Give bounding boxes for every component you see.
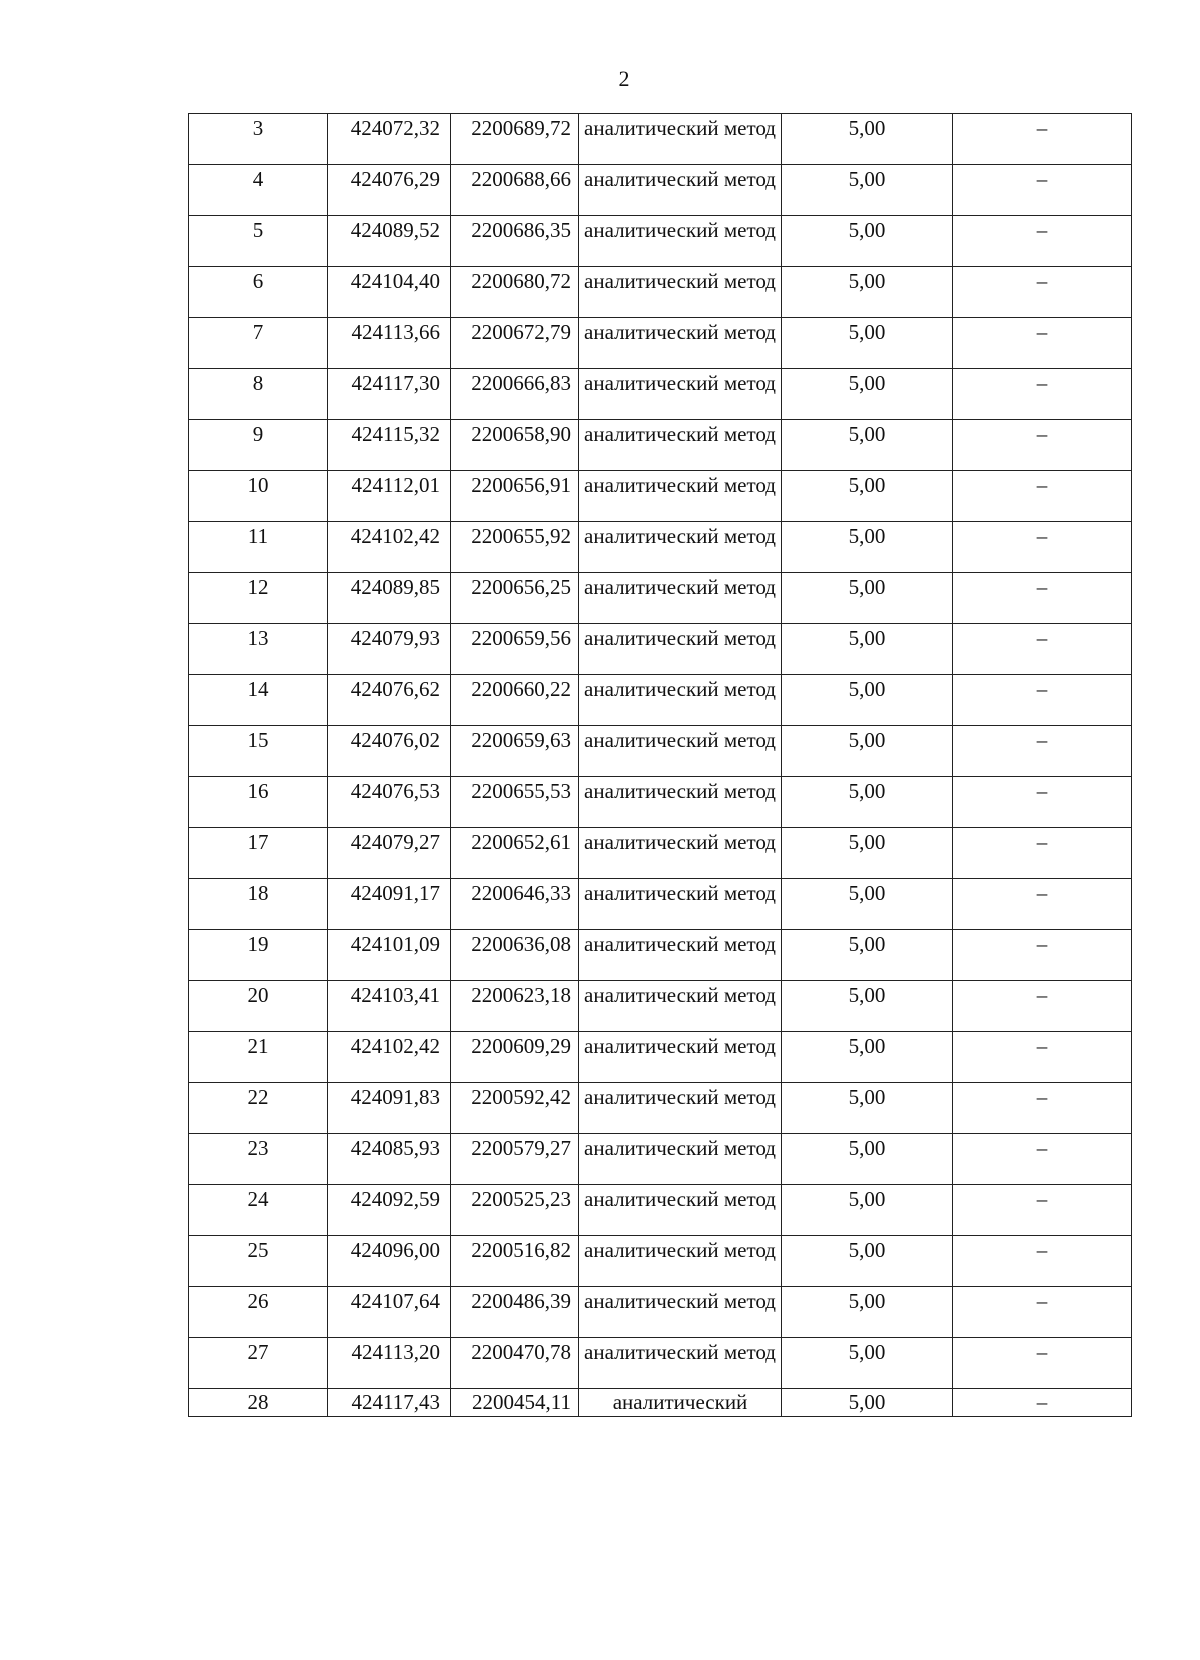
y-coordinate-cell: 2200516,82 (451, 1236, 579, 1287)
x-coordinate-cell: 424079,27 (328, 828, 451, 879)
accuracy-cell: 5,00 (782, 879, 953, 930)
x-coordinate-cell: 424091,83 (328, 1083, 451, 1134)
table-row (189, 828, 1132, 879)
accuracy-cell: 5,00 (782, 165, 953, 216)
method-cell: аналитический метод (579, 1185, 782, 1236)
table-row (189, 267, 1132, 318)
method-cell: аналитический (579, 1389, 782, 1417)
y-coordinate-cell: 2200609,29 (451, 1032, 579, 1083)
accuracy-cell: 5,00 (782, 471, 953, 522)
description-cell: – (953, 1389, 1132, 1417)
point-number-cell: 26 (189, 1287, 328, 1338)
description-cell: – (953, 1083, 1132, 1134)
accuracy-cell: 5,00 (782, 114, 953, 165)
y-coordinate-cell: 2200454,11 (451, 1389, 579, 1417)
x-coordinate-cell: 424117,30 (328, 369, 451, 420)
x-coordinate-cell: 424085,93 (328, 1134, 451, 1185)
method-cell: аналитический метод (579, 726, 782, 777)
y-coordinate-cell: 2200658,90 (451, 420, 579, 471)
description-cell: – (953, 114, 1132, 165)
method-cell: аналитический метод (579, 114, 782, 165)
y-coordinate-cell: 2200470,78 (451, 1338, 579, 1389)
description-cell: – (953, 828, 1132, 879)
point-number-cell: 6 (189, 267, 328, 318)
description-cell: – (953, 1185, 1132, 1236)
x-coordinate-cell: 424076,62 (328, 675, 451, 726)
x-coordinate-cell: 424092,59 (328, 1185, 451, 1236)
y-coordinate-cell: 2200486,39 (451, 1287, 579, 1338)
point-number-cell: 15 (189, 726, 328, 777)
y-coordinate-cell: 2200689,72 (451, 114, 579, 165)
table-row (189, 573, 1132, 624)
table-row (189, 1287, 1132, 1338)
table-row (189, 420, 1132, 471)
accuracy-cell: 5,00 (782, 420, 953, 471)
table-row (189, 1236, 1132, 1287)
point-number-cell: 25 (189, 1236, 328, 1287)
description-cell: – (953, 1236, 1132, 1287)
method-cell: аналитический метод (579, 1134, 782, 1185)
method-cell: аналитический метод (579, 471, 782, 522)
table-row (189, 930, 1132, 981)
description-cell: – (953, 369, 1132, 420)
table-row (189, 471, 1132, 522)
x-coordinate-cell: 424113,20 (328, 1338, 451, 1389)
x-coordinate-cell: 424102,42 (328, 522, 451, 573)
x-coordinate-cell: 424089,85 (328, 573, 451, 624)
table-row (189, 522, 1132, 573)
accuracy-cell: 5,00 (782, 1134, 953, 1185)
method-cell: аналитический метод (579, 879, 782, 930)
y-coordinate-cell: 2200659,56 (451, 624, 579, 675)
y-coordinate-cell: 2200666,83 (451, 369, 579, 420)
accuracy-cell: 5,00 (782, 1338, 953, 1389)
y-coordinate-cell: 2200623,18 (451, 981, 579, 1032)
point-number-cell: 20 (189, 981, 328, 1032)
y-coordinate-cell: 2200656,25 (451, 573, 579, 624)
x-coordinate-cell: 424091,17 (328, 879, 451, 930)
accuracy-cell: 5,00 (782, 216, 953, 267)
accuracy-cell: 5,00 (782, 1389, 953, 1417)
x-coordinate-cell: 424089,52 (328, 216, 451, 267)
method-cell: аналитический метод (579, 981, 782, 1032)
accuracy-cell: 5,00 (782, 1032, 953, 1083)
method-cell: аналитический метод (579, 522, 782, 573)
point-number-cell: 5 (189, 216, 328, 267)
table-row (189, 165, 1132, 216)
table-row (189, 1389, 1132, 1417)
accuracy-cell: 5,00 (782, 267, 953, 318)
y-coordinate-cell: 2200659,63 (451, 726, 579, 777)
accuracy-cell: 5,00 (782, 726, 953, 777)
accuracy-cell: 5,00 (782, 1185, 953, 1236)
description-cell: – (953, 471, 1132, 522)
y-coordinate-cell: 2200646,33 (451, 879, 579, 930)
point-number-cell: 22 (189, 1083, 328, 1134)
point-number-cell: 10 (189, 471, 328, 522)
point-number-cell: 23 (189, 1134, 328, 1185)
x-coordinate-cell: 424102,42 (328, 1032, 451, 1083)
accuracy-cell: 5,00 (782, 573, 953, 624)
y-coordinate-cell: 2200688,66 (451, 165, 579, 216)
description-cell: – (953, 675, 1132, 726)
description-cell: – (953, 879, 1132, 930)
method-cell: аналитический метод (579, 216, 782, 267)
point-number-cell: 28 (189, 1389, 328, 1417)
point-number-cell: 27 (189, 1338, 328, 1389)
method-cell: аналитический метод (579, 369, 782, 420)
y-coordinate-cell: 2200525,23 (451, 1185, 579, 1236)
description-cell: – (953, 420, 1132, 471)
point-number-cell: 19 (189, 930, 328, 981)
accuracy-cell: 5,00 (782, 1287, 953, 1338)
method-cell: аналитический метод (579, 930, 782, 981)
description-cell: – (953, 573, 1132, 624)
point-number-cell: 12 (189, 573, 328, 624)
y-coordinate-cell: 2200652,61 (451, 828, 579, 879)
y-coordinate-cell: 2200656,91 (451, 471, 579, 522)
x-coordinate-cell: 424079,93 (328, 624, 451, 675)
description-cell: – (953, 318, 1132, 369)
table-row (189, 1134, 1132, 1185)
coordinates-table-body (189, 114, 1132, 1417)
y-coordinate-cell: 2200655,53 (451, 777, 579, 828)
accuracy-cell: 5,00 (782, 675, 953, 726)
x-coordinate-cell: 424104,40 (328, 267, 451, 318)
accuracy-cell: 5,00 (782, 522, 953, 573)
method-cell: аналитический метод (579, 777, 782, 828)
table-row (189, 318, 1132, 369)
point-number-cell: 4 (189, 165, 328, 216)
description-cell: – (953, 216, 1132, 267)
y-coordinate-cell: 2200579,27 (451, 1134, 579, 1185)
method-cell: аналитический метод (579, 420, 782, 471)
method-cell: аналитический метод (579, 828, 782, 879)
accuracy-cell: 5,00 (782, 1083, 953, 1134)
table-row (189, 1083, 1132, 1134)
point-number-cell: 3 (189, 114, 328, 165)
accuracy-cell: 5,00 (782, 1236, 953, 1287)
method-cell: аналитический метод (579, 267, 782, 318)
description-cell: – (953, 1287, 1132, 1338)
point-number-cell: 16 (189, 777, 328, 828)
accuracy-cell: 5,00 (782, 624, 953, 675)
y-coordinate-cell: 2200636,08 (451, 930, 579, 981)
x-coordinate-cell: 424072,32 (328, 114, 451, 165)
table-row (189, 981, 1132, 1032)
description-cell: – (953, 624, 1132, 675)
x-coordinate-cell: 424117,43 (328, 1389, 451, 1417)
table-row (189, 216, 1132, 267)
y-coordinate-cell: 2200592,42 (451, 1083, 579, 1134)
method-cell: аналитический метод (579, 1236, 782, 1287)
x-coordinate-cell: 424107,64 (328, 1287, 451, 1338)
method-cell: аналитический метод (579, 1032, 782, 1083)
x-coordinate-cell: 424103,41 (328, 981, 451, 1032)
table-row (189, 675, 1132, 726)
description-cell: – (953, 1338, 1132, 1389)
method-cell: аналитический метод (579, 318, 782, 369)
accuracy-cell: 5,00 (782, 981, 953, 1032)
description-cell: – (953, 267, 1132, 318)
accuracy-cell: 5,00 (782, 369, 953, 420)
point-number-cell: 13 (189, 624, 328, 675)
accuracy-cell: 5,00 (782, 777, 953, 828)
description-cell: – (953, 1134, 1132, 1185)
point-number-cell: 18 (189, 879, 328, 930)
x-coordinate-cell: 424076,29 (328, 165, 451, 216)
description-cell: – (953, 930, 1132, 981)
x-coordinate-cell: 424076,53 (328, 777, 451, 828)
point-number-cell: 7 (189, 318, 328, 369)
description-cell: – (953, 777, 1132, 828)
point-number-cell: 8 (189, 369, 328, 420)
point-number-cell: 11 (189, 522, 328, 573)
point-number-cell: 24 (189, 1185, 328, 1236)
table-row (189, 1185, 1132, 1236)
table-row (189, 879, 1132, 930)
x-coordinate-cell: 424096,00 (328, 1236, 451, 1287)
y-coordinate-cell: 2200686,35 (451, 216, 579, 267)
table-row (189, 369, 1132, 420)
y-coordinate-cell: 2200660,22 (451, 675, 579, 726)
method-cell: аналитический метод (579, 624, 782, 675)
point-number-cell: 17 (189, 828, 328, 879)
description-cell: – (953, 165, 1132, 216)
x-coordinate-cell: 424115,32 (328, 420, 451, 471)
point-number-cell: 14 (189, 675, 328, 726)
description-cell: – (953, 981, 1132, 1032)
table-row (189, 1338, 1132, 1389)
table-row (189, 1032, 1132, 1083)
description-cell: – (953, 1032, 1132, 1083)
description-cell: – (953, 522, 1132, 573)
x-coordinate-cell: 424101,09 (328, 930, 451, 981)
table-row (189, 777, 1132, 828)
accuracy-cell: 5,00 (782, 318, 953, 369)
point-number-cell: 21 (189, 1032, 328, 1083)
accuracy-cell: 5,00 (782, 930, 953, 981)
method-cell: аналитический метод (579, 1338, 782, 1389)
x-coordinate-cell: 424113,66 (328, 318, 451, 369)
point-number-cell: 9 (189, 420, 328, 471)
coordinates-table (188, 113, 1132, 1417)
y-coordinate-cell: 2200680,72 (451, 267, 579, 318)
table-row (189, 624, 1132, 675)
method-cell: аналитический метод (579, 675, 782, 726)
method-cell: аналитический метод (579, 1083, 782, 1134)
page-number: 2 (618, 66, 630, 91)
method-cell: аналитический метод (579, 1287, 782, 1338)
method-cell: аналитический метод (579, 165, 782, 216)
x-coordinate-cell: 424076,02 (328, 726, 451, 777)
accuracy-cell: 5,00 (782, 828, 953, 879)
x-coordinate-cell: 424112,01 (328, 471, 451, 522)
description-cell: – (953, 726, 1132, 777)
table-row (189, 114, 1132, 165)
y-coordinate-cell: 2200672,79 (451, 318, 579, 369)
method-cell: аналитический метод (579, 573, 782, 624)
table-row (189, 726, 1132, 777)
y-coordinate-cell: 2200655,92 (451, 522, 579, 573)
